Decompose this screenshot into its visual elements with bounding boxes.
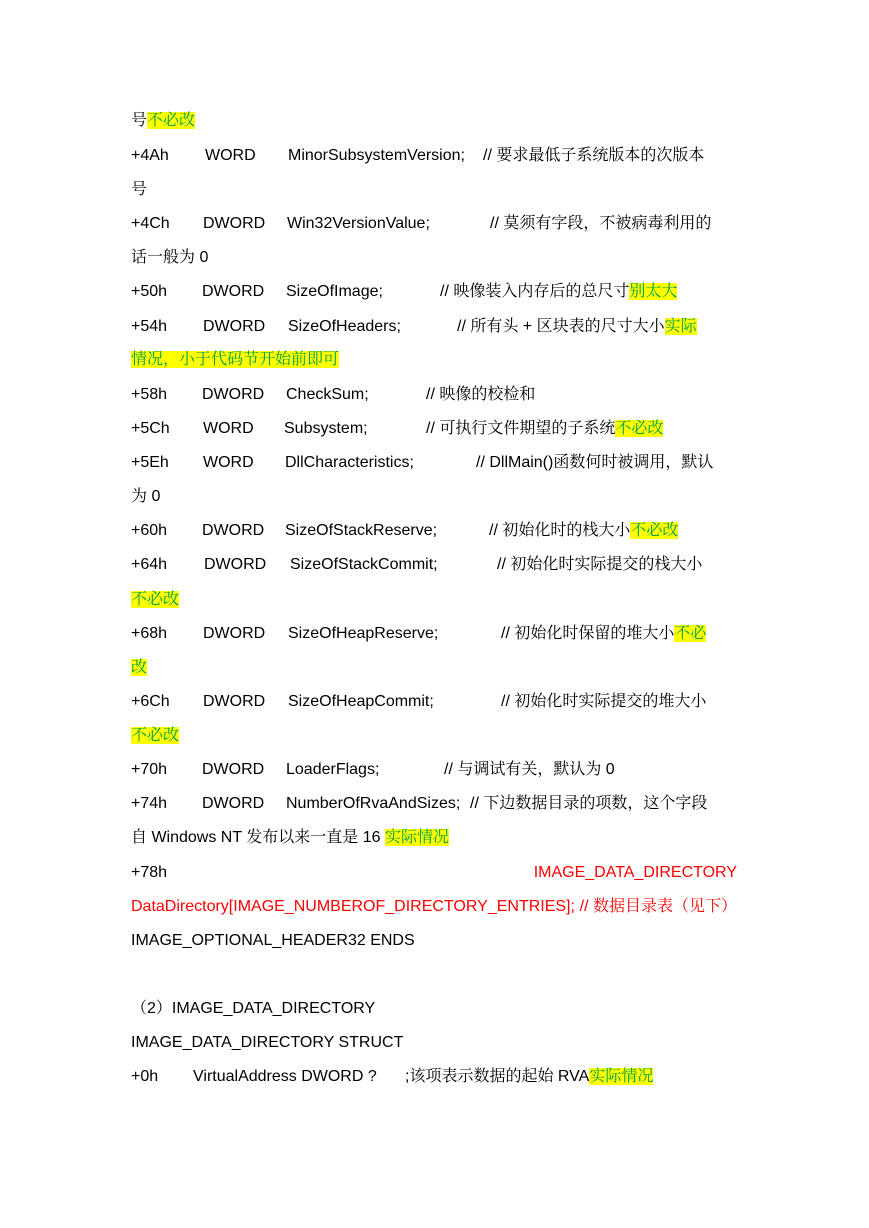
field-name: Win32VersionValue; <box>287 215 430 232</box>
field-comment-wrap <box>440 279 677 305</box>
section-heading: （2）IMAGE_DATA_DIRECTORY <box>131 1000 376 1017</box>
field-offset: +0h <box>131 1068 159 1085</box>
field-name: SizeOfHeaders; <box>288 318 401 335</box>
field-offset: +58h <box>131 386 168 403</box>
text-line: 为 0 <box>131 488 161 505</box>
field-type: DWORD <box>203 215 266 232</box>
field-offset: +64h <box>131 556 168 573</box>
field-comment: // 下边数据目录的项数，这个字段 <box>470 795 708 812</box>
field-offset: +4Ch <box>131 215 170 232</box>
text-line <box>131 347 737 373</box>
field-name: SizeOfHeapCommit; <box>288 693 434 710</box>
text-line: IMAGE_OPTIONAL_HEADER32 ENDS <box>131 932 415 949</box>
field-offset: +6Ch <box>131 693 170 710</box>
field-name: Subsystem; <box>284 420 368 437</box>
text-line: 号 <box>131 181 148 198</box>
field-type: DWORD <box>203 625 266 642</box>
field-type: WORD <box>205 147 256 164</box>
field-type: WORD <box>203 454 254 471</box>
field-name-red: DataDirectory[IMAGE_NUMBEROF_DIRECTORY_ENTRIES]; <box>131 898 575 915</box>
highlight-note: 实际情况 <box>589 1068 654 1085</box>
field-offset: +50h <box>131 283 168 300</box>
field-offset: +60h <box>131 522 168 539</box>
field-type: DWORD <box>203 318 266 335</box>
field-comment: // 要求最低子系统版本的次版本 <box>483 147 705 164</box>
field-offset: +54h <box>131 318 168 335</box>
field-name: SizeOfStackCommit; <box>290 556 438 573</box>
field-comment-wrap <box>489 518 678 544</box>
field-comment: // 初始化时的栈大小 <box>489 522 631 539</box>
text-line <box>131 108 737 134</box>
field-type: DWORD <box>202 386 265 403</box>
field-name: VirtualAddress DWORD ? <box>193 1068 377 1085</box>
highlight-note: 别太大 <box>629 283 678 300</box>
text-line <box>131 825 737 851</box>
field-comment: ;该项表示数据的起始 RVA <box>405 1068 590 1085</box>
field-comment-wrap <box>426 416 663 442</box>
text-line <box>131 655 737 681</box>
field-comment: // 映像装入内存后的总尺寸 <box>440 283 630 300</box>
text-line: IMAGE_DATA_DIRECTORY STRUCT <box>131 1034 404 1051</box>
field-comment: // 初始化时保留的堆大小 <box>501 625 675 642</box>
field-offset: +5Eh <box>131 454 169 471</box>
field-comment: // 可执行文件期望的子系统 <box>426 420 616 437</box>
field-comment: // 与调试有关，默认为 0 <box>444 761 615 778</box>
field-type-red: IMAGE_DATA_DIRECTORY <box>533 864 737 881</box>
highlight-note: 不必改 <box>131 727 180 744</box>
field-offset: +74h <box>131 795 168 812</box>
field-name: DllCharacteristics; <box>285 454 414 471</box>
field-comment-wrap <box>405 1064 653 1090</box>
highlight-note: 实际情况 <box>384 829 449 846</box>
field-comment: // 初始化时实际提交的栈大小 <box>497 556 703 573</box>
field-comment: // 莫须有字段，不被病毒利用的 <box>490 215 712 232</box>
highlight-note: 不必改 <box>131 591 180 608</box>
field-offset: +70h <box>131 761 168 778</box>
field-name: MinorSubsystemVersion; <box>288 147 465 164</box>
field-type: DWORD <box>203 693 266 710</box>
field-name: CheckSum; <box>286 386 369 403</box>
field-type: DWORD <box>202 283 265 300</box>
field-name: LoaderFlags; <box>286 761 380 778</box>
highlight-note: 情况，小于代码节开始前即可 <box>131 351 340 368</box>
field-offset: +4Ah <box>131 147 169 164</box>
highlight-note: 不必改 <box>615 420 664 437</box>
field-type: WORD <box>203 420 254 437</box>
field-name: SizeOfImage; <box>286 283 383 300</box>
line-text: 号 <box>131 112 148 129</box>
highlight-note: 不必 <box>674 625 707 642</box>
field-comment-wrap <box>501 621 706 647</box>
text-line <box>131 723 737 749</box>
field-name: SizeOfStackReserve; <box>285 522 438 539</box>
field-comment: // 所有头 + 区块表的尺寸大小 <box>457 318 665 335</box>
field-comment: // DllMain()函数何时被调用，默认 <box>476 454 714 471</box>
highlight-note: 不必改 <box>630 522 679 539</box>
line-text: 自 Windows NT 发布以来一直是 16 <box>131 829 385 846</box>
field-comment: // 初始化时实际提交的堆大小 <box>501 693 707 710</box>
field-type: DWORD <box>204 556 267 573</box>
field-offset: +78h <box>131 864 168 881</box>
field-type: DWORD <box>202 761 265 778</box>
field-type: DWORD <box>202 522 265 539</box>
field-offset: +68h <box>131 625 168 642</box>
highlight-note: 改 <box>131 659 148 676</box>
text-line <box>131 587 737 613</box>
field-name: NumberOfRvaAndSizes; <box>286 795 461 812</box>
field-comment-wrap <box>457 314 697 340</box>
field-offset: +5Ch <box>131 420 170 437</box>
field-name: SizeOfHeapReserve; <box>288 625 439 642</box>
highlight-note: 不必改 <box>147 112 196 129</box>
field-comment: // 映像的校检和 <box>426 386 536 403</box>
text-line: 话一般为 0 <box>131 249 209 266</box>
highlight-note: 实际 <box>664 318 697 335</box>
field-type: DWORD <box>202 795 265 812</box>
field-comment-red: // 数据目录表（见下） <box>579 898 737 915</box>
